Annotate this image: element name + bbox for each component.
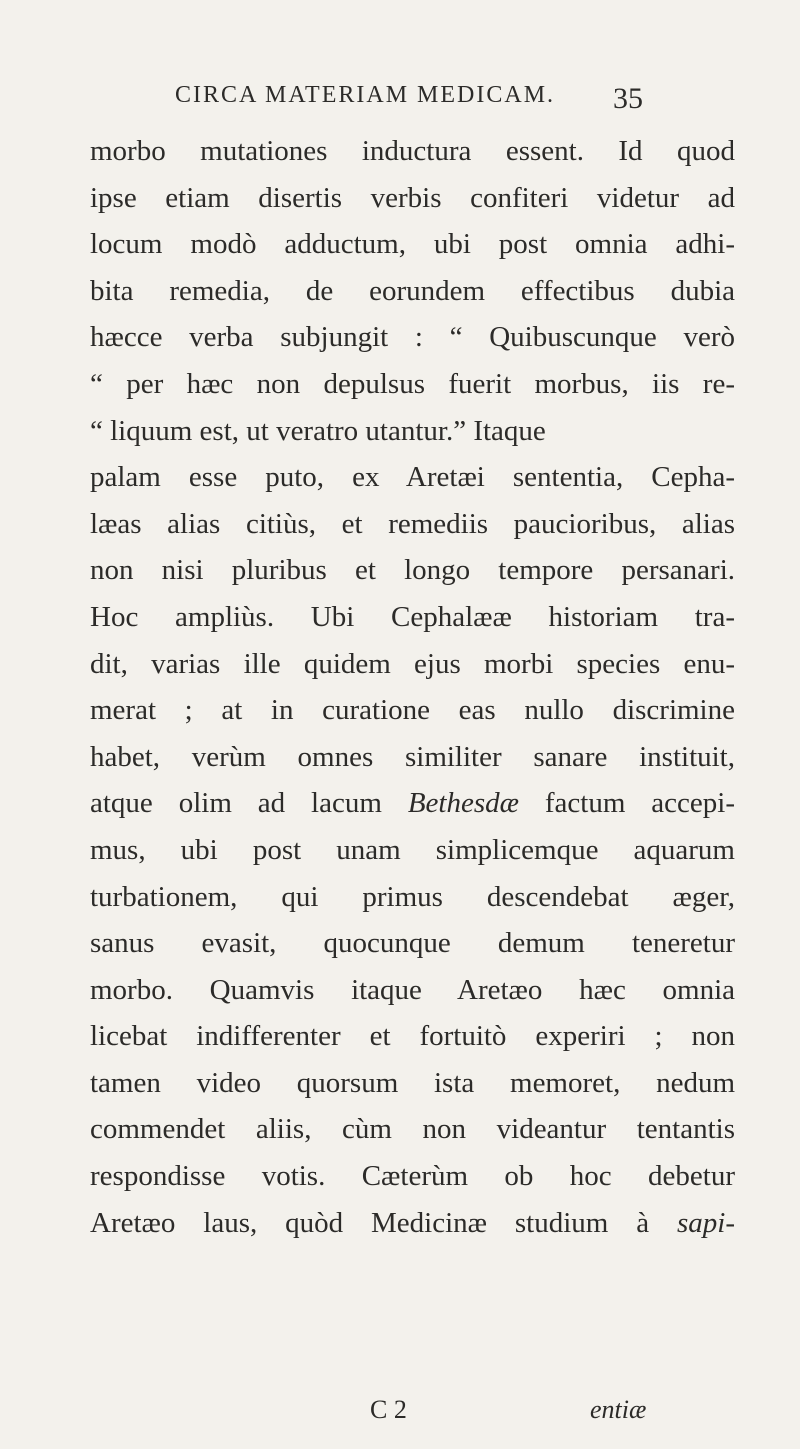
italic-word: Bethesdæ [407, 787, 519, 820]
text-line: mus, ubi post unam simplicemque aquarum [90, 833, 735, 866]
text-line: respondisse votis. Cæterùm ob hoc debetur [90, 1160, 735, 1193]
text-line: atque olim ad lacum Bethesdæ factum accepi- [90, 787, 736, 820]
text-line: ipse etiam disertis verbis confiteri videtur ad [90, 181, 735, 214]
text-line: morbo mutationes inductura essent. Id quod [90, 135, 735, 167]
body-text [90, 128, 735, 1246]
text-line: turbationem, qui primus descendebat æger, [90, 880, 735, 913]
text-line: non nisi pluribus et longo tempore persanari. [90, 554, 735, 587]
signature-mark: C 2 [370, 1395, 407, 1424]
text-line: læas alias citiùs, et remediis paucioribus, alias [90, 507, 735, 540]
text-line: commendet aliis, cùm non videantur tentantis [90, 1113, 735, 1146]
text-line: sanus evasit, quocunque demum teneretur [90, 927, 735, 960]
text-line: morbo. Quamvis itaque Aretæo hæc omnia [90, 973, 735, 1006]
text-line: hæcce verba subjungit : “ Quibuscunque verò [90, 321, 735, 354]
text-line: Hoc ampliùs. Ubi Cephalææ historiam tra- [90, 600, 735, 633]
text-line: tamen video quorsum ista memoret, nedum [90, 1066, 735, 1099]
text-line: Aretæo laus, quòd Medicinæ studium à sapi- [90, 1206, 735, 1239]
text-line: habet, verùm omnes similiter sanare instituit, [90, 740, 735, 773]
text-line: “ per hæc non depulsus fuerit morbus, iis re- [90, 367, 735, 400]
text-line: locum modò adductum, ubi post omnia adhi- [90, 228, 735, 261]
italic-word: sapi- [677, 1206, 735, 1239]
page-number: 35 [613, 82, 643, 115]
running-head: CIRCA MATERIAM MEDICAM. [175, 82, 556, 108]
text-line: palam esse puto, ex Aretæi sententia, Cepha- [90, 461, 735, 494]
text-line: licebat indifferenter et fortuitò experiri ; non [90, 1020, 735, 1053]
page-header [175, 82, 615, 122]
text-line: merat ; at in curatione eas nullo discrimine [90, 694, 735, 727]
text-line: dit, varias ille quidem ejus morbi species enu- [90, 647, 735, 680]
page-footer [0, 1395, 800, 1435]
catchword: entiæ [590, 1395, 647, 1424]
text-line: bita remedia, de eorundem effectibus dubia [90, 274, 735, 307]
text-line: “ liquum est, ut veratro utantur.” Itaque [90, 414, 546, 447]
